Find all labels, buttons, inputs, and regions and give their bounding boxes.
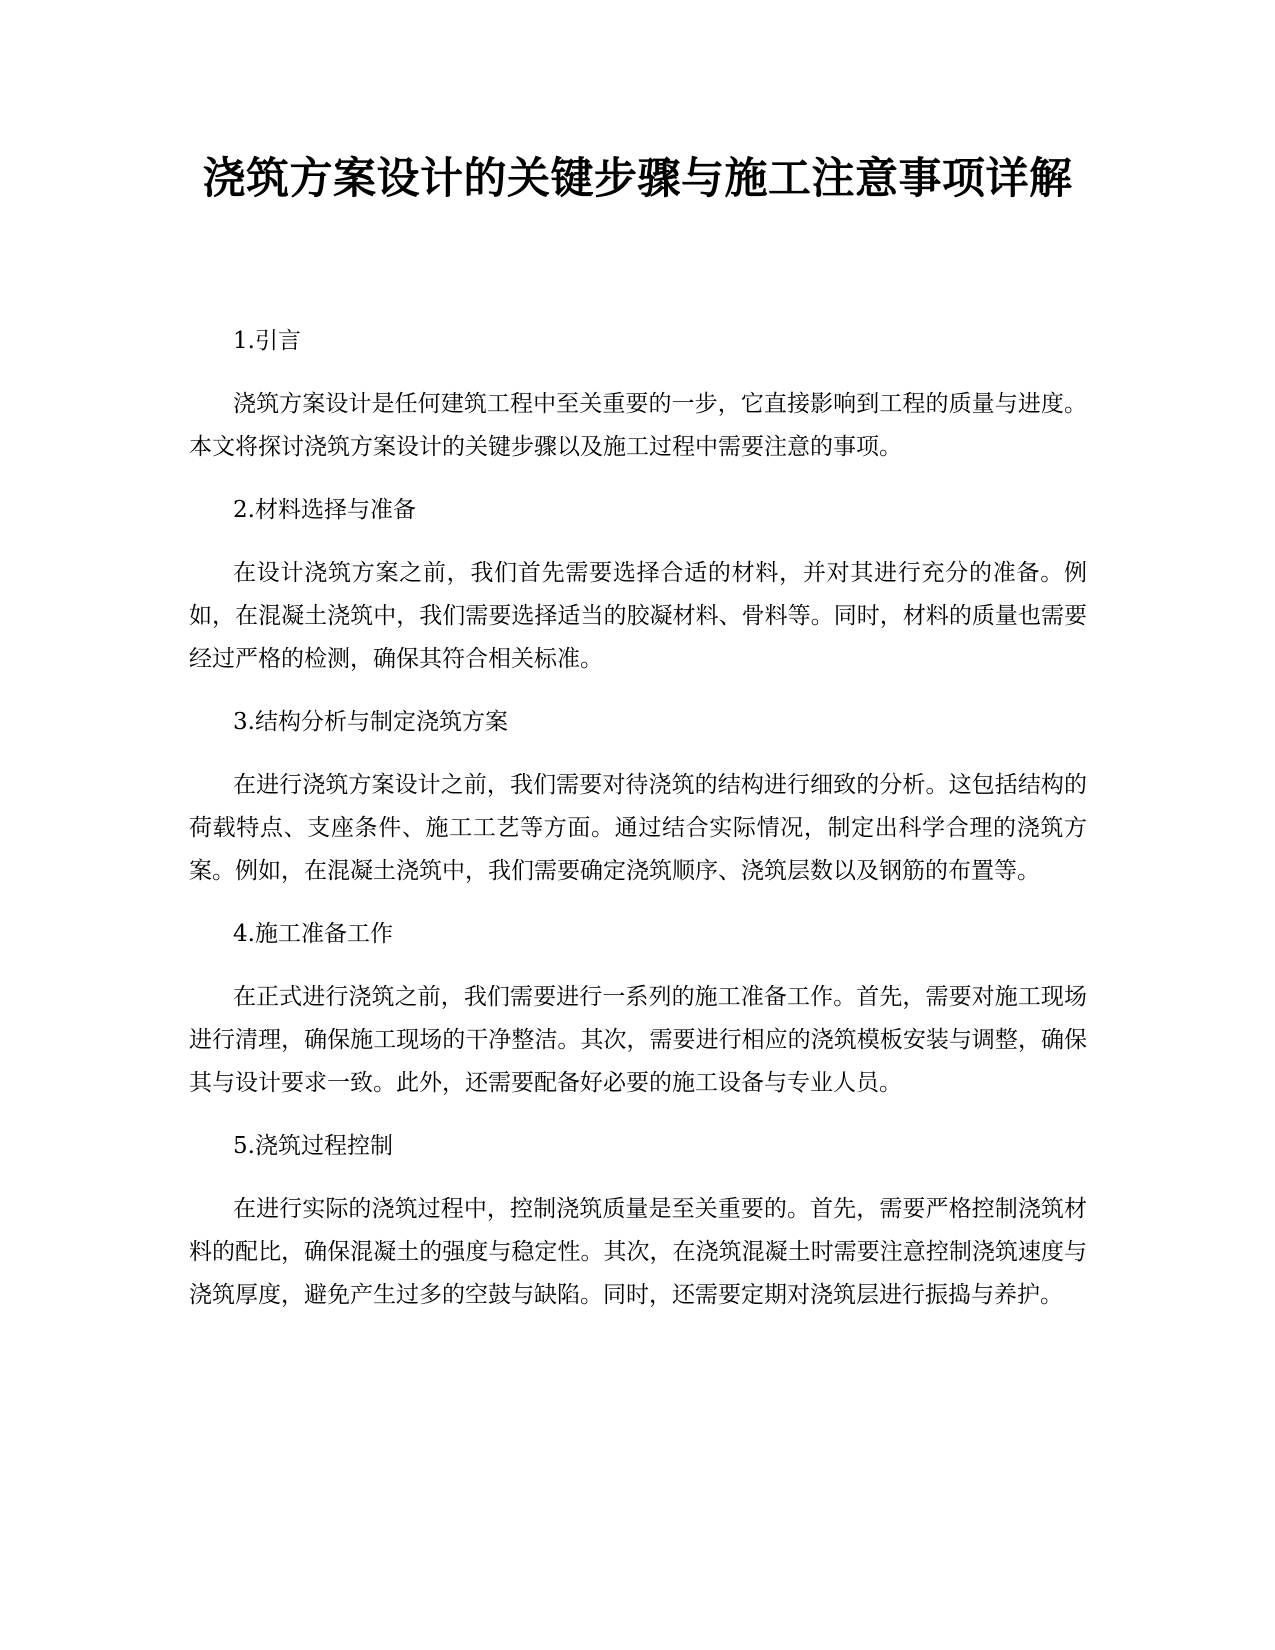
section-heading-structure-analysis: 3.结构分析与制定浇筑方案 <box>233 709 508 735</box>
document-body <box>189 320 1087 1337</box>
section-paragraph-structure-analysis: 在进行浇筑方案设计之前，我们需要对待浇筑的结构进行细致的分析。这包括结构的荷载特点、支座条件、施工工艺等方面。通过结合实际情况，制定出科学合理的浇筑方案。例如，在混凝土浇筑中，我们需要确定浇筑顺序、浇筑层数以及钢筋的布置等。 <box>189 772 1087 884</box>
section-heading-process-control: 5.浇筑过程控制 <box>233 1133 393 1159</box>
section-paragraph-materials: 在设计浇筑方案之前，我们首先需要选择合适的材料，并对其进行充分的准备。例如，在混凝土浇筑中，我们需要选择适当的胶凝材料、骨料等。同时，材料的质量也需要经过严格的检测，确保其符合相关标准。 <box>189 560 1087 672</box>
section-heading-materials: 2.材料选择与准备 <box>233 497 416 523</box>
section-paragraph-introduction: 浇筑方案设计是任何建筑工程中至关重要的一步，它直接影响到工程的质量与进度。本文将探讨浇筑方案设计的关键步骤以及施工过程中需要注意的事项。 <box>189 391 1087 460</box>
document-title: 浇筑方案设计的关键步骤与施工注意事项详解 <box>202 154 1073 204</box>
section-paragraph-process-control: 在进行实际的浇筑过程中，控制浇筑质量是至关重要的。首先，需要严格控制浇筑材料的配比，确保混凝土的强度与稳定性。其次，在浇筑混凝土时需要注意控制浇筑速度与浇筑厚度，避免产生过多的空鼓与缺陷。同时，还需要定期对浇筑层进行振捣与养护。 <box>189 1196 1087 1308</box>
section-heading-preparation: 4.施工准备工作 <box>233 921 393 947</box>
section-heading-introduction: 1.引言 <box>233 328 301 354</box>
section-paragraph-preparation: 在正式进行浇筑之前，我们需要进行一系列的施工准备工作。首先，需要对施工现场进行清理，确保施工现场的干净整洁。其次，需要进行相应的浇筑模板安装与调整，确保其与设计要求一致。此外，还需要配备好必要的施工设备与专业人员。 <box>189 984 1087 1096</box>
